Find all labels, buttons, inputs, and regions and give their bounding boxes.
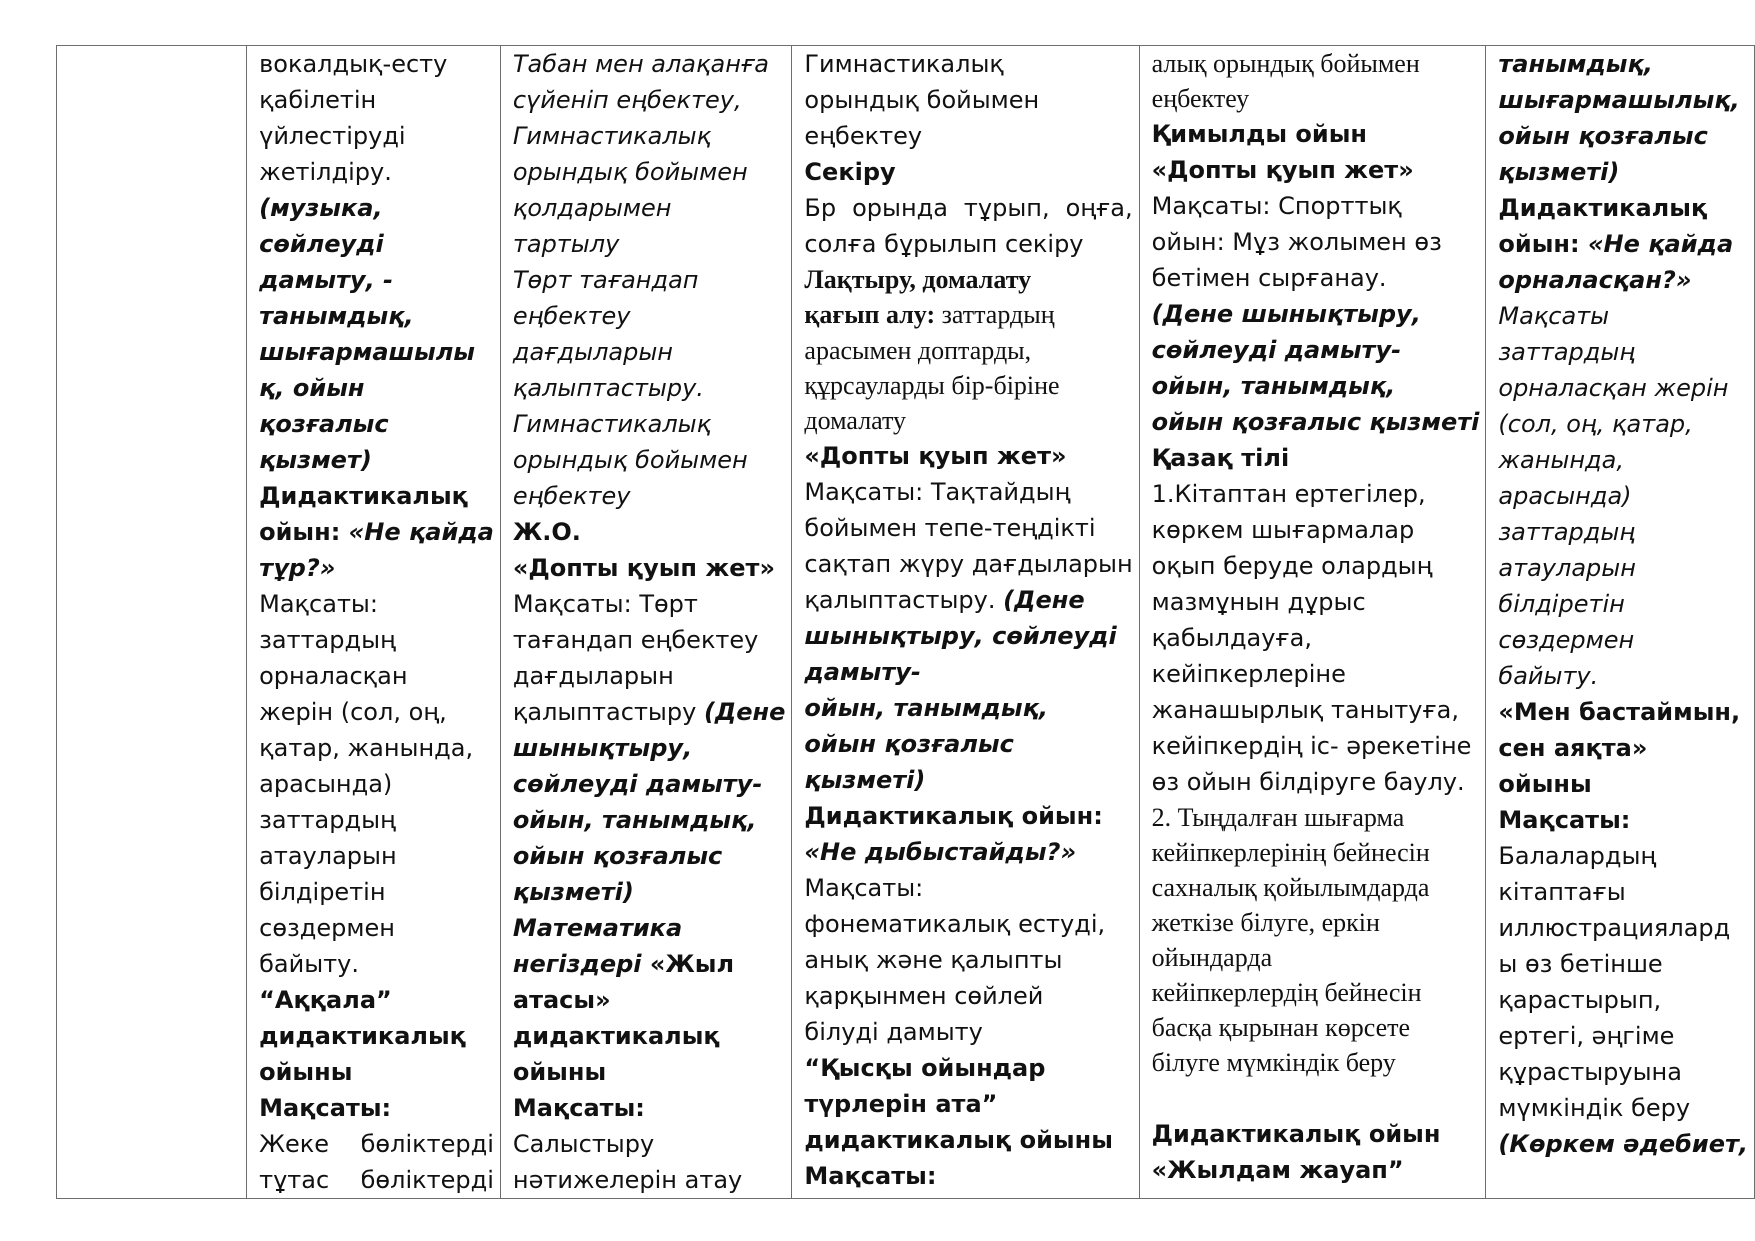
text-run: қалыптастыру.	[804, 586, 1004, 614]
text-line: орналасқан жерін	[1498, 374, 1729, 402]
text-line	[513, 694, 786, 730]
text-line: Мақсаты:	[259, 590, 378, 618]
text-line: ойын қозғалыс қызметі	[1151, 408, 1480, 436]
text-line: қалыптастыру.	[512, 374, 704, 402]
text-line: Лақтыру, домалату	[804, 265, 1032, 294]
text-line: қызметі)	[804, 766, 926, 794]
text-line: заттардың	[1498, 338, 1636, 366]
text-line: Мақсаты:	[259, 1094, 392, 1122]
text-line: қызмет)	[259, 446, 372, 474]
text-line: мүмкіндік беру	[1498, 1094, 1691, 1122]
text-line: Қимылды ойын	[1151, 120, 1367, 148]
text-line: дидактикалық	[512, 1022, 720, 1050]
text-line: тұр?»	[259, 554, 336, 582]
text-line: шығармашылы	[259, 338, 476, 366]
text-line: Мақсаты:	[1498, 806, 1631, 834]
text-line	[513, 946, 786, 982]
text-line: ойын, танымдық,	[1151, 372, 1396, 400]
text-line: еңбектеу	[512, 302, 631, 330]
text-line: ойын, танымдық,	[512, 806, 757, 834]
text-line: шығармашылық,	[1498, 86, 1740, 114]
text-line: арасында)	[259, 770, 393, 798]
text-line: 2. Тыңдалған шығарма	[1151, 803, 1405, 832]
text-line: дағдыларын	[512, 338, 673, 366]
text-line: орындық бойымен	[512, 446, 748, 474]
col-empty-cell	[57, 46, 247, 1199]
text-line: заттардың	[259, 806, 396, 834]
text-line: фонематикалық естуді,	[804, 910, 1106, 938]
col-2-cell	[500, 46, 792, 1199]
text-line: оқып беруде олардың	[1151, 552, 1433, 580]
text-line: Дидактикалық	[259, 482, 468, 510]
text-line: көркем шығармалар	[1151, 516, 1415, 544]
text-line: ойын қозғалыс	[512, 842, 723, 870]
text-line: дамыту, -	[259, 266, 394, 294]
text-run: «Жыл	[649, 950, 735, 978]
text-line: танымдық,	[1498, 50, 1653, 78]
text-line	[259, 514, 494, 550]
text-line: сөздермен	[259, 914, 395, 942]
text-line: қозғалыс	[259, 410, 389, 438]
text-line: құрсауларды бір-біріне	[804, 371, 1060, 400]
text-line: орындық бойымен	[804, 86, 1040, 114]
text-line: тағандап еңбектеу	[512, 626, 759, 654]
text-line: бетімен сырғанау.	[1151, 264, 1387, 292]
text-line: дидактикалық ойыны	[804, 1126, 1113, 1154]
text-line: Мақсаты: Тақтайдың	[804, 478, 1071, 506]
text-line: қызметі)	[1498, 158, 1620, 186]
text-line: Балалардың	[1498, 842, 1657, 870]
text-line: қатар, жанында,	[259, 734, 474, 762]
text-line: сақтап жүру дағдыларын	[804, 550, 1133, 578]
text-line: Гимнастикалық	[512, 410, 712, 438]
text-line: домалату	[804, 406, 907, 435]
text-line: ойыны	[512, 1058, 607, 1086]
text-line: ы өз бетінше	[1498, 950, 1663, 978]
text-line: сүйеніп еңбектеу,	[512, 86, 742, 114]
text-run: ойын:	[1498, 230, 1588, 258]
text-line: тұтас бөліктерді	[259, 1166, 494, 1194]
text-run: (Дене	[1003, 586, 1085, 614]
text-line: «Мен бастаймын,	[1498, 698, 1741, 726]
text-line: ойын қозғалыс	[1498, 122, 1708, 150]
text-line: кейіпкерлеріне	[1151, 660, 1346, 688]
text-line: жерін (сол, оң,	[259, 698, 447, 726]
text-line: жетілдіру.	[259, 158, 392, 186]
text-line: ойын: Мұз жолымен өз	[1151, 228, 1442, 256]
text-run: «Не қайда	[1587, 230, 1734, 258]
text-line: Бр орында тұрып, оңға,	[804, 194, 1133, 222]
text-line: Салыстыру	[512, 1130, 655, 1158]
text-line: дамыту-	[804, 658, 921, 686]
text-line: Жеке бөліктерді	[259, 1130, 494, 1158]
text-line: жеткізе білуге, еркін	[1151, 908, 1380, 937]
text-line: 1.Кітаптан ертегілер,	[1151, 480, 1426, 508]
text-line: қызметі)	[512, 878, 634, 906]
text-line: бойымен тепе-теңдікті	[804, 514, 1096, 542]
text-line: атауларын	[259, 842, 397, 870]
text-line: үйлестіруді	[259, 122, 406, 150]
text-line: «Допты қуып жет»	[512, 554, 775, 582]
text-line: Секіру	[804, 158, 896, 186]
text-line: (Көркем әдебиет,	[1498, 1130, 1748, 1158]
text-line: солға бұрылып секіру	[804, 230, 1084, 258]
text-line: атауларын	[1498, 554, 1636, 582]
text-line: Дидактикалық ойын:	[804, 802, 1103, 830]
text-line: ойыны	[259, 1058, 353, 1086]
text-line: танымдық,	[259, 302, 414, 330]
text-line: ойындарда	[1151, 943, 1273, 972]
text-line: кейіпкердің іс- әрекетіне	[1151, 732, 1472, 760]
text-line: білуге мүмкіндік беру	[1151, 1048, 1396, 1077]
text-line: Мақсаты:	[804, 1162, 937, 1190]
text-line: сахналық қойылымдарда	[1151, 873, 1430, 902]
text-line: өз ойын білдіруге баулу.	[1151, 768, 1465, 796]
text-line: нәтижелерін атау	[512, 1166, 743, 1194]
text-line: «Не дыбыстайды?»	[804, 838, 1077, 866]
text-line: Мақсаты:	[512, 1094, 645, 1122]
text-line: Табан мен алақанға	[512, 50, 769, 78]
text-line: білуді дамыту	[804, 1018, 983, 1046]
text-line: еңбектеу	[512, 482, 631, 510]
col-1-cell	[247, 46, 501, 1199]
text-line: анық және қалыпты	[804, 946, 1063, 974]
text-line: сөйлеуді	[259, 230, 384, 258]
text-line: «Допты қуып жет»	[804, 442, 1067, 470]
text-line: “Қысқы ойындар	[804, 1054, 1046, 1082]
text-run: негіздері	[512, 950, 650, 978]
text-line: тартылу	[512, 230, 620, 258]
text-line: білдіретін	[259, 878, 386, 906]
text-line: қабылдауға,	[1151, 624, 1312, 652]
text-line: орналасқан	[259, 662, 408, 690]
text-line: кейіпкерлердің бейнесін	[1151, 978, 1422, 1007]
text-line: арасымен доптарды,	[804, 336, 1032, 365]
text-line: Математика	[512, 914, 683, 942]
text-line: вокалдық-есту	[259, 50, 448, 78]
table-row	[57, 46, 1755, 1199]
text-line: Мақсаты:	[804, 874, 924, 902]
text-line: қарқынмен сөйлей	[804, 982, 1044, 1010]
text-line: (сол, оң, қатар,	[1498, 410, 1693, 438]
text-line: дидактикалық	[259, 1022, 466, 1050]
text-line: «Допты қуып жет»	[1151, 156, 1414, 184]
text-line: ойын қозғалыс	[804, 730, 1014, 758]
text-line: Дидактикалық	[1498, 194, 1708, 222]
text-line: еңбектеу	[1151, 84, 1250, 113]
text-line: сен аяқта»	[1498, 734, 1648, 762]
text-line: білдіретін	[1498, 590, 1625, 618]
text-line: орналасқан?»	[1498, 266, 1692, 294]
text-line: Мақсаты	[1498, 302, 1610, 330]
text-line: жанашырлық танытуға,	[1151, 696, 1459, 724]
text-line	[804, 297, 1132, 333]
text-line: ойыны	[1498, 770, 1592, 798]
col-5-cell	[1486, 46, 1755, 1199]
text-line: Ж.О.	[512, 518, 581, 546]
text-run: «Не қайда	[348, 518, 494, 546]
text-line: жанында,	[1498, 446, 1624, 474]
text-line: алық орындық бойымен	[1151, 49, 1420, 78]
text-line: Гимнастикалық	[512, 122, 712, 150]
text-line: байыту.	[1498, 662, 1599, 690]
text-line: дағдыларын	[512, 662, 674, 690]
text-line: сөздермен	[1498, 626, 1635, 654]
text-line: Төрт тағандап	[512, 266, 699, 294]
text-line: Мақсаты: Спорттық	[1151, 192, 1402, 220]
text-line: атасы»	[512, 986, 611, 1014]
text-line: Қазақ тілі	[1151, 444, 1290, 472]
text-line: кейіпкерлерінің бейнесін	[1151, 838, 1430, 867]
text-line: түрлерін ата”	[804, 1090, 998, 1118]
text-run: заттардың	[941, 300, 1055, 329]
text-line: Гимнастикалық	[804, 50, 1004, 78]
text-line: байыту.	[259, 950, 359, 978]
plan-table	[56, 45, 1755, 1199]
text-line: заттардың	[259, 626, 396, 654]
text-line: заттардың	[1498, 518, 1636, 546]
text-line: мазмұнын дұрыс	[1151, 588, 1366, 616]
text-line: басқа қырынан көрсете	[1151, 1013, 1411, 1042]
text-line: орындық бойымен	[512, 158, 748, 186]
text-line: ертегі, әңгіме	[1498, 1022, 1675, 1050]
spacer	[1152, 1080, 1480, 1116]
col-3-cell	[792, 46, 1139, 1199]
text-line: (музыка,	[259, 194, 383, 222]
text-line: “Аққала”	[259, 986, 392, 1014]
text-line: ойын, танымдық,	[804, 694, 1048, 722]
text-line: құрастыруына	[1498, 1058, 1682, 1086]
text-line: Дидактикалық ойын	[1151, 1120, 1441, 1148]
text-line	[804, 582, 1132, 618]
text-line: қабілетін	[259, 86, 377, 114]
text-run: (Дене	[703, 698, 786, 726]
text-line: шынықтыру,	[512, 734, 693, 762]
text-line: шынықтыру, сөйлеуді	[804, 622, 1117, 650]
text-line: «Жылдам жауап”	[1151, 1156, 1404, 1184]
text-line: сөйлеуді дамыту-	[512, 770, 763, 798]
text-line: қарастырып,	[1498, 986, 1662, 1014]
text-run: қалыптастыру	[512, 698, 704, 726]
text-line: кітаптағы	[1498, 878, 1626, 906]
text-line: Мақсаты: Төрт	[512, 590, 698, 618]
text-line: иллюстрациялард	[1498, 914, 1731, 942]
text-run: ойын:	[259, 518, 349, 546]
text-run: қағып алу:	[804, 300, 942, 329]
text-line: сөйлеуді дамыту-	[1151, 336, 1402, 364]
text-line: қ, ойын	[259, 374, 365, 402]
text-line: қолдарымен	[512, 194, 672, 222]
col-4-cell	[1139, 46, 1486, 1199]
text-line: (Дене шынықтыру,	[1151, 300, 1421, 328]
text-line	[1498, 226, 1748, 262]
text-line: арасында)	[1498, 482, 1632, 510]
text-line: еңбектеу	[804, 122, 923, 150]
